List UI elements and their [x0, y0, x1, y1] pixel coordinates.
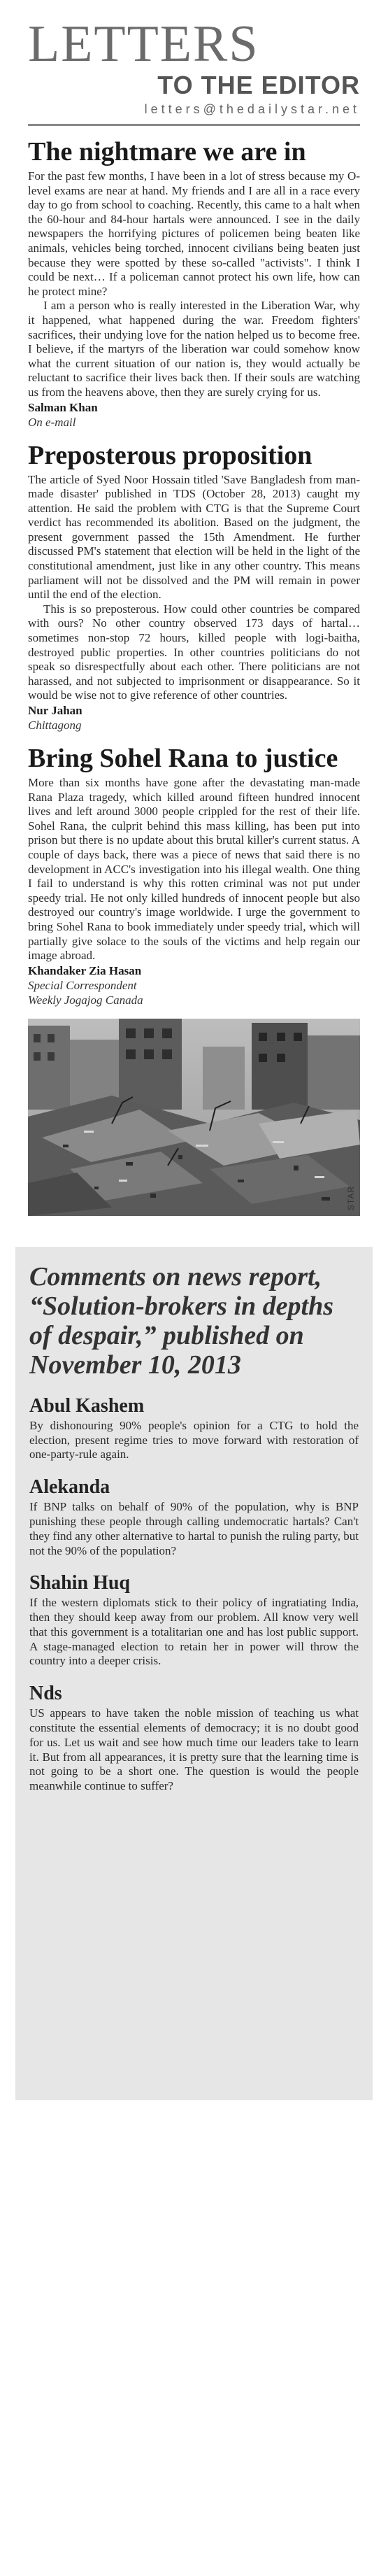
comment [29, 1683, 359, 1794]
letter-paragraph: The article of Syed Noor Hossain titled 'Save Bangladesh from man-made disaster' published in TDS (October 28, 2013) caught my attention. He said the problem with CTG is that the Supreme Court verdict has recommended its abolition. Based on the judgment, the present government passed the 15th Amendment. He further discussed PM's statement that election will be held in the light of the constitutional amendment, just like in any other country. This means parliament will not be dissolved and the PM will remain in power until the end of the election. [28, 472, 360, 602]
comment-author: Shahin Huq [29, 1572, 130, 1594]
comment-text: If the western diplomats stick to their policy of ingratiating India, then they should keep away from our problem. All know very well that this government is a totalitarian one and has lost public support. A stage-managed election to retain her in power will throw the country into a deeper crisis. [29, 1596, 359, 1668]
comments-heading: Comments on news report, “Solution-brokers in depths of despair,” published on November 10, 2013 [29, 1261, 333, 1380]
letter-paragraph: More than six months have gone after the devastating man-made Rana Plaza tragedy, which killed around fifteen hundred innocent lives and left around 3000 people crippled for the rest of their life. Sohel Rana, the culprit behind this mass killing, has been put into prison but there is no update about this brutal killer's current status. A couple of days back, there was a piece of news that said there is no development in ACC's investigation into his illegal wealth. One thing I fail to understand is why this rotten criminal was not put under speedy trial. He not only killed hundreds of innocent people but also destroyed our country's image worldwide. I urge the government to bring Sohel Rana to book immediately under speedy trial, which will partially give solace to the souls of the victims and help regain our image abroad. [28, 776, 360, 963]
letter-title: The nightmare we are in [28, 137, 306, 167]
letter-title: Bring Sohel Rana to justice [28, 744, 338, 773]
letter-paragraph: This is so preposterous. How could other countries be compared with ours? No other country observed 173 days of hartal… sometimes non-stop 72 hours, killed people with logi-baitha, destroyed public properties. In other countries politicians do not speak so disrespectfully about each other. There politicians are not harassed, and not subjected to imprisonment or disappearance. So it would be wise not to give reference of other countries. [28, 602, 360, 702]
letter-body [28, 776, 360, 963]
comment [29, 1395, 359, 1462]
letter-body [28, 473, 360, 704]
letters-section [0, 137, 388, 1216]
masthead-rule [28, 124, 360, 126]
comment-author: Alekanda [29, 1476, 110, 1499]
letter [28, 441, 360, 733]
letter-title: Preposterous proposition [28, 440, 312, 470]
masthead [0, 0, 388, 126]
letter [28, 137, 360, 430]
comment [29, 1476, 359, 1558]
comment-author: Nds [29, 1683, 62, 1705]
letter-paragraph: I am a person who is really interested in the Liberation War, why it happened, what happened during the war. Freedom fighters' sacrifices, their undying love for the nation helped us to become free. I believe, if the martyrs of the liberation war could somehow know what the current situation of our nation is, they would actually be reluctant to sacrifice their lives back then. If their souls are watching us from the heavens above, then they are surely crying for us. [28, 299, 360, 399]
photo-credit: STAR [346, 1185, 356, 1210]
letter-body [28, 169, 360, 400]
letter-meta: Weekly Jogajog Canada [28, 993, 143, 1007]
comment-text: If BNP talks on behalf of 90% of the population, why is BNP punishing these people through calling undemocratic hartals? Can't they find any other alternative to hartal to punish the ruling party, but not the 90% of the population? [29, 1500, 359, 1557]
letter-meta: Special Correspondent [28, 978, 137, 992]
comment-text: US appears to have taken the noble mission of teaching us what constitute the essential elements of democracy; it is no doubt good for us. Let us wait and see how much time our leaders take to learn it. But from all appearances, it is pretty sure that the learning time is not going to be a short one. The question is would the people meanwhile continue to suffer? [29, 1706, 359, 1793]
letter [28, 744, 360, 1007]
comment-text: By dishonouring 90% people's opinion for a CTG to hold the election, present regime tries to move forward with restoration of one-party-rule again. [29, 1418, 359, 1462]
comment [29, 1572, 359, 1669]
masthead-email: letters@thedailystar.net [144, 102, 360, 116]
letter-paragraph: For the past few months, I have been in a lot of stress because my O-level exams are near at hand. My friends and I are all in a race every day to go from school to coaching. Recently, this came to a halt when the 60-hour and 84-hour hartals were announced. I see in the daily newspapers the horrifying pictures of policemen being beaten like animals, vehicles being torched, innocent civilians being beaten just because they were spotted by these so-called "activists". I think I could be next… If a policeman cannot protect his own life, how can he protect mine? [28, 169, 360, 298]
letter-author: Khandaker Zia Hasan [28, 963, 142, 977]
comments-box [15, 1247, 373, 2100]
comment-author: Abul Kashem [29, 1394, 145, 1417]
rubble-photo [28, 1019, 360, 1216]
masthead-title: LETTERS [28, 15, 259, 73]
letter-meta: On e-mail [28, 415, 76, 429]
masthead-subtitle: TO THE EDITOR [157, 71, 360, 99]
letter-author: Nur Jahan [28, 704, 82, 717]
letter-author: Salman Khan [28, 400, 98, 414]
rubble-photo-image [28, 1019, 360, 1216]
letter-meta: Chittagong [28, 719, 82, 732]
